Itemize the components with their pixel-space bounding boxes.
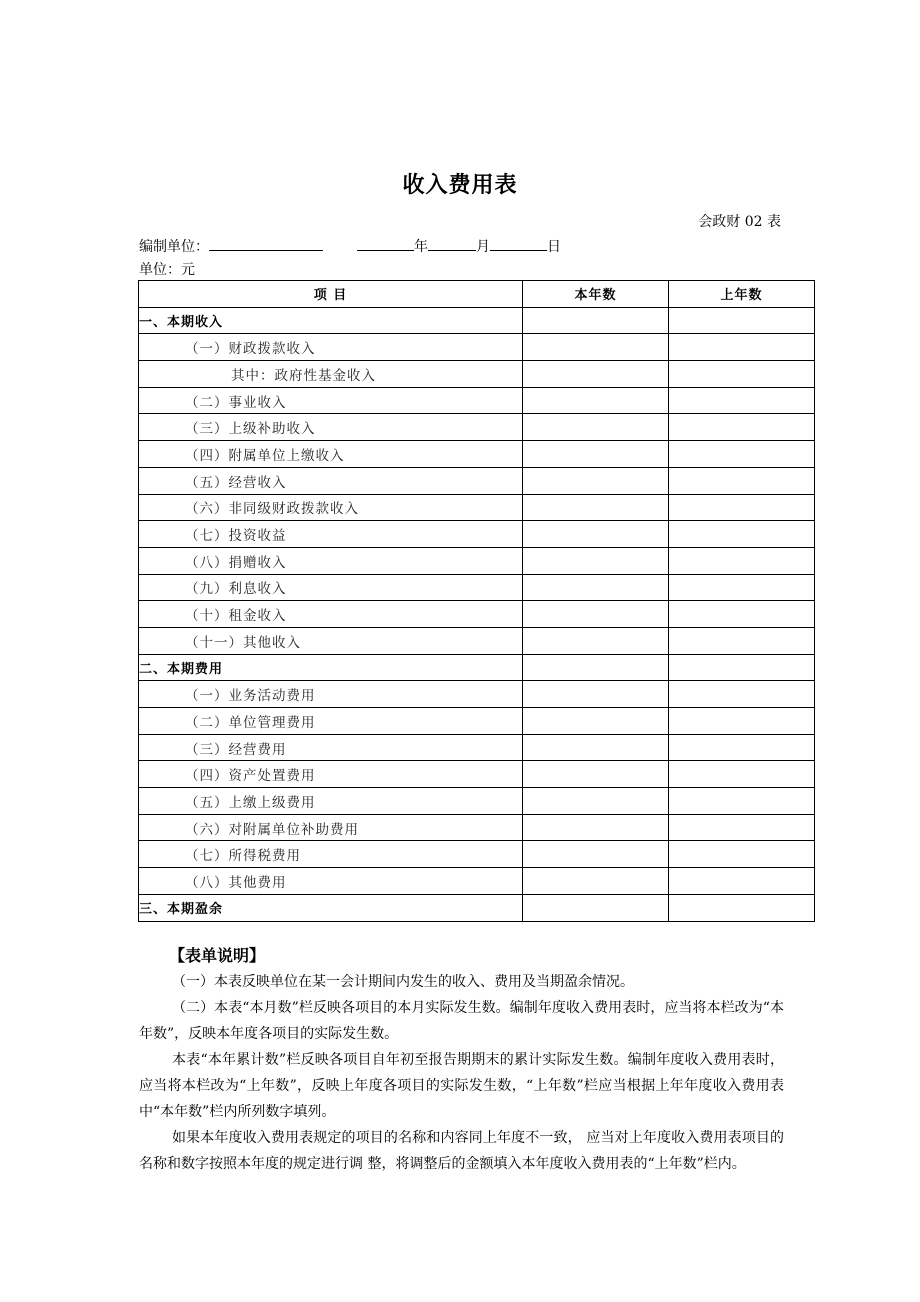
table-row bbox=[139, 681, 815, 708]
notes-title: 【表单说明】 bbox=[169, 946, 266, 965]
table-row bbox=[139, 547, 815, 574]
table-row bbox=[139, 334, 815, 361]
notes-paragraph: 本表“本年累计数”栏反映各项目自年初至报告期期末的累计实际发生数。编制年度收入费用表时，应当将本栏改为“上年数”，反映上年度各项目的实际发生数，“上年数”栏应当根据上年年度收入费用表中“本年数”栏内所列数字填列。 bbox=[139, 1052, 784, 1120]
table-row bbox=[139, 521, 815, 548]
current-year-cell[interactable] bbox=[523, 654, 669, 681]
table-row bbox=[139, 414, 815, 441]
current-year-cell[interactable] bbox=[523, 814, 669, 841]
current-year-cell[interactable] bbox=[523, 574, 669, 601]
row-item-label: （七）投资收益 bbox=[139, 521, 523, 548]
current-year-cell[interactable] bbox=[523, 761, 669, 788]
table-row bbox=[139, 627, 815, 654]
previous-year-cell[interactable] bbox=[669, 387, 815, 414]
table-row bbox=[139, 894, 815, 921]
previous-year-cell[interactable] bbox=[669, 788, 815, 815]
previous-year-cell[interactable] bbox=[669, 601, 815, 628]
row-item-label: （十一）其他收入 bbox=[139, 627, 523, 654]
table-row bbox=[139, 654, 815, 681]
current-year-cell[interactable] bbox=[523, 734, 669, 761]
row-item-label: 其中：政府性基金收入 bbox=[139, 361, 523, 388]
table-row bbox=[139, 708, 815, 735]
current-year-cell[interactable] bbox=[523, 708, 669, 735]
row-item-label: （九）利息收入 bbox=[139, 574, 523, 601]
row-item-label: （二）单位管理费用 bbox=[139, 708, 523, 735]
previous-year-cell[interactable] bbox=[669, 708, 815, 735]
table-row bbox=[139, 601, 815, 628]
notes-paragraph: 如果本年度收入费用表规定的项目的名称和内容同上年度不一致， 应当对上年度收入费用表项目的名称和数字按照本年度的规定进行调 整，将调整后的金额填入本年度收入费用表的“上年数”栏内。 bbox=[139, 1130, 784, 1172]
previous-year-cell[interactable] bbox=[669, 894, 815, 921]
current-year-cell[interactable] bbox=[523, 307, 669, 334]
table-row bbox=[139, 494, 815, 521]
org-blank[interactable] bbox=[209, 235, 323, 251]
previous-year-cell[interactable] bbox=[669, 361, 815, 388]
table-row bbox=[139, 387, 815, 414]
column-header-item: 项 目 bbox=[139, 281, 523, 308]
current-year-cell[interactable] bbox=[523, 387, 669, 414]
table-row bbox=[139, 574, 815, 601]
org-line bbox=[139, 235, 561, 256]
previous-year-cell[interactable] bbox=[669, 547, 815, 574]
row-item-label: （四）附属单位上缴收入 bbox=[139, 441, 523, 468]
table-row bbox=[139, 814, 815, 841]
month-blank[interactable] bbox=[428, 235, 476, 251]
row-item-label: 三、本期盈余 bbox=[139, 894, 523, 921]
column-header-current-year: 本年数 bbox=[523, 281, 669, 308]
table-header-row bbox=[139, 281, 815, 308]
table-row bbox=[139, 761, 815, 788]
current-year-cell[interactable] bbox=[523, 414, 669, 441]
current-year-cell[interactable] bbox=[523, 467, 669, 494]
row-item-label: （四）资产处置费用 bbox=[139, 761, 523, 788]
current-year-cell[interactable] bbox=[523, 334, 669, 361]
row-item-label: （一）业务活动费用 bbox=[139, 681, 523, 708]
previous-year-cell[interactable] bbox=[669, 467, 815, 494]
row-item-label: 二、本期费用 bbox=[139, 654, 523, 681]
previous-year-cell[interactable] bbox=[669, 761, 815, 788]
row-item-label: （一）财政拨款收入 bbox=[139, 334, 523, 361]
row-item-label: （六）对附属单位补助费用 bbox=[139, 814, 523, 841]
income-expense-table bbox=[138, 280, 815, 922]
row-item-label: （三）经营费用 bbox=[139, 734, 523, 761]
column-header-previous-year: 上年数 bbox=[669, 281, 815, 308]
month-label: 月 bbox=[476, 239, 490, 255]
previous-year-cell[interactable] bbox=[669, 654, 815, 681]
table-row bbox=[139, 734, 815, 761]
row-item-label: 一、本期收入 bbox=[139, 307, 523, 334]
previous-year-cell[interactable] bbox=[669, 334, 815, 361]
previous-year-cell[interactable] bbox=[669, 841, 815, 868]
form-code: 会政财 02 表 bbox=[698, 214, 781, 230]
previous-year-cell[interactable] bbox=[669, 627, 815, 654]
row-item-label: （二）事业收入 bbox=[139, 387, 523, 414]
current-year-cell[interactable] bbox=[523, 441, 669, 468]
previous-year-cell[interactable] bbox=[669, 521, 815, 548]
table-row bbox=[139, 307, 815, 334]
previous-year-cell[interactable] bbox=[669, 868, 815, 895]
current-year-cell[interactable] bbox=[523, 547, 669, 574]
row-item-label: （八）捐赠收入 bbox=[139, 547, 523, 574]
previous-year-cell[interactable] bbox=[669, 414, 815, 441]
day-label: 日 bbox=[547, 239, 561, 255]
current-year-cell[interactable] bbox=[523, 788, 669, 815]
current-year-cell[interactable] bbox=[523, 868, 669, 895]
table-row bbox=[139, 868, 815, 895]
table-row bbox=[139, 841, 815, 868]
unit-line: 单位：元 bbox=[139, 262, 195, 278]
org-label: 编制单位： bbox=[139, 239, 209, 255]
row-item-label: （三）上级补助收入 bbox=[139, 414, 523, 441]
notes-section bbox=[139, 943, 784, 1177]
previous-year-cell[interactable] bbox=[669, 307, 815, 334]
year-blank[interactable] bbox=[357, 235, 414, 251]
row-item-label: （七）所得税费用 bbox=[139, 841, 523, 868]
previous-year-cell[interactable] bbox=[669, 814, 815, 841]
table-row bbox=[139, 788, 815, 815]
previous-year-cell[interactable] bbox=[669, 734, 815, 761]
day-blank[interactable] bbox=[490, 235, 547, 251]
row-item-label: （五）上缴上级费用 bbox=[139, 788, 523, 815]
previous-year-cell[interactable] bbox=[669, 574, 815, 601]
notes-paragraph: （二）本表“本月数”栏反映各项目的本月实际发生数。编制年度收入费用表时，应当将本栏改为“本年数”，反映本年度各项目的实际发生数。 bbox=[139, 1000, 784, 1042]
table-row bbox=[139, 441, 815, 468]
table-row bbox=[139, 467, 815, 494]
current-year-cell[interactable] bbox=[523, 894, 669, 921]
notes-paragraph: （一）本表反映单位在某一会计期间内发生的收入、费用及当期盈余情况。 bbox=[172, 974, 634, 990]
current-year-cell[interactable] bbox=[523, 627, 669, 654]
current-year-cell[interactable] bbox=[523, 681, 669, 708]
row-item-label: （八）其他费用 bbox=[139, 868, 523, 895]
row-item-label: （六）非同级财政拨款收入 bbox=[139, 494, 523, 521]
current-year-cell[interactable] bbox=[523, 361, 669, 388]
current-year-cell[interactable] bbox=[523, 494, 669, 521]
page-title: 收入费用表 bbox=[402, 173, 518, 198]
current-year-cell[interactable] bbox=[523, 841, 669, 868]
previous-year-cell[interactable] bbox=[669, 681, 815, 708]
table-row bbox=[139, 361, 815, 388]
previous-year-cell[interactable] bbox=[669, 494, 815, 521]
row-item-label: （十）租金收入 bbox=[139, 601, 523, 628]
current-year-cell[interactable] bbox=[523, 521, 669, 548]
current-year-cell[interactable] bbox=[523, 601, 669, 628]
row-item-label: （五）经营收入 bbox=[139, 467, 523, 494]
previous-year-cell[interactable] bbox=[669, 441, 815, 468]
year-label: 年 bbox=[414, 239, 428, 255]
